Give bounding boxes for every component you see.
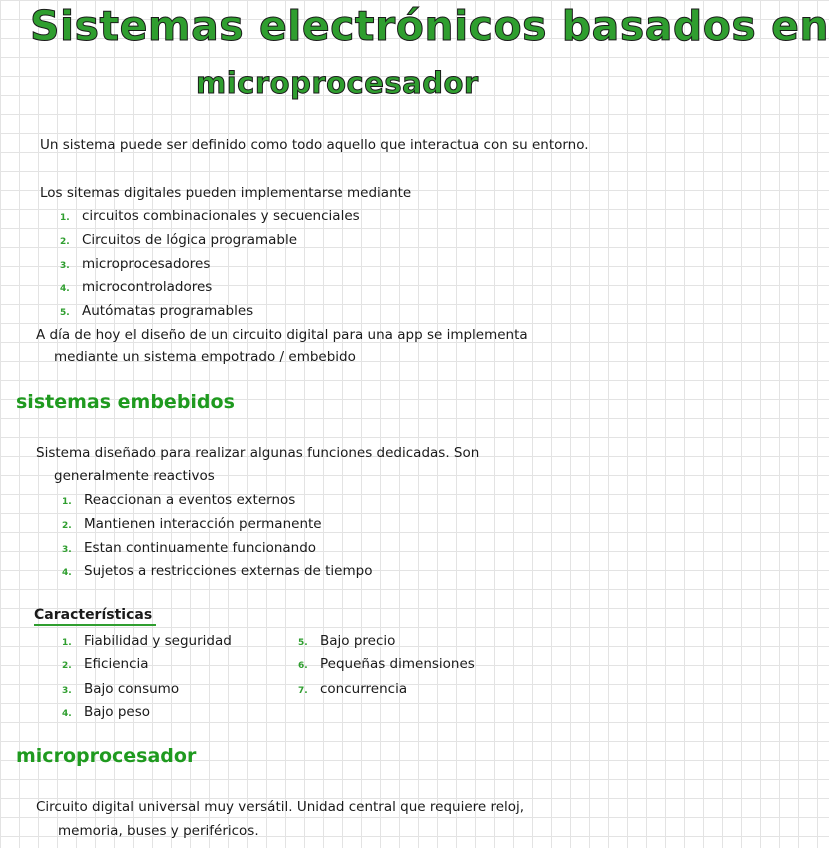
- list-number: 4.: [62, 709, 72, 719]
- list-text: microcontroladores: [82, 279, 213, 295]
- list-item: [62, 563, 372, 579]
- list-item: [62, 540, 316, 556]
- list-item: [62, 516, 322, 532]
- list-item: [62, 681, 179, 697]
- list-number: 4.: [60, 284, 70, 294]
- list-item: [298, 656, 475, 672]
- micro-desc-line-1: Circuito digital universal muy versátil. Unidad central que requiere reloj,: [36, 799, 525, 815]
- digital-conclusion-line-1: A día de hoy el diseño de un circuito digital para una app se implementa: [36, 327, 528, 343]
- list-number: 1.: [62, 497, 72, 507]
- list-item: [60, 232, 297, 248]
- digital-conclusion-line-2: mediante un sistema empotrado / embebido: [54, 349, 356, 365]
- list-text: Bajo precio: [320, 633, 396, 649]
- section-heading-microprocessor: microprocesador: [16, 745, 197, 767]
- list-text: concurrencia: [320, 681, 408, 697]
- list-text: Circuitos de lógica programable: [82, 232, 298, 248]
- list-number: 6.: [298, 661, 308, 671]
- list-text: Mantienen interacción permanente: [84, 516, 322, 532]
- embedded-desc-line-2: generalmente reactivos: [54, 468, 215, 484]
- list-item: [60, 256, 210, 272]
- embedded-desc-line-1: Sistema diseñado para realizar algunas funciones dedicadas. Son: [36, 445, 480, 461]
- list-number: 1.: [60, 213, 70, 223]
- list-item: [60, 303, 253, 319]
- list-text: Autómatas programables: [82, 303, 254, 319]
- list-item: [62, 633, 232, 649]
- list-text: circuitos combinacionales y secuenciales: [82, 208, 360, 224]
- list-number: 2.: [60, 237, 70, 247]
- list-number: 1.: [62, 638, 72, 648]
- list-text: microprocesadores: [82, 256, 211, 272]
- list-number: 3.: [60, 261, 70, 271]
- list-item: [62, 704, 150, 720]
- page-title: Sistemas electrónicos basados en: [30, 2, 829, 50]
- digital-lead-text: Los sitemas digitales pueden implementarse mediante: [40, 185, 412, 201]
- list-item: [62, 656, 149, 672]
- list-text: Pequeñas dimensiones: [320, 656, 475, 672]
- list-text: Sujetos a restricciones externas de tiempo: [84, 563, 373, 579]
- list-item: [298, 633, 395, 649]
- list-text: Bajo consumo: [84, 681, 180, 697]
- list-number: 2.: [62, 661, 72, 671]
- list-number: 7.: [298, 686, 308, 696]
- list-item: [60, 208, 360, 224]
- features-heading: Características: [34, 607, 153, 623]
- list-number: 4.: [62, 568, 72, 578]
- list-text: Reaccionan a eventos externos: [84, 492, 296, 508]
- list-item: [62, 492, 295, 508]
- list-text: Estan continuamente funcionando: [84, 540, 317, 556]
- list-number: 5.: [298, 638, 308, 648]
- list-item: [60, 279, 212, 295]
- page-title-line-2: microprocesador: [196, 66, 479, 100]
- section-heading-embedded: sistemas embebidos: [16, 391, 235, 413]
- list-number: 3.: [62, 686, 72, 696]
- intro-text: Un sistema puede ser definido como todo aquello que interactua con su entorno.: [40, 137, 589, 153]
- list-text: Fiabilidad y seguridad: [84, 633, 232, 649]
- list-number: 2.: [62, 521, 72, 531]
- list-text: Bajo peso: [84, 704, 151, 720]
- micro-desc-line-2: memoria, buses y periféricos.: [58, 823, 259, 839]
- list-text: Eficiencia: [84, 656, 149, 672]
- list-number: 3.: [62, 545, 72, 555]
- list-number: 5.: [60, 308, 70, 318]
- list-item: [298, 681, 407, 697]
